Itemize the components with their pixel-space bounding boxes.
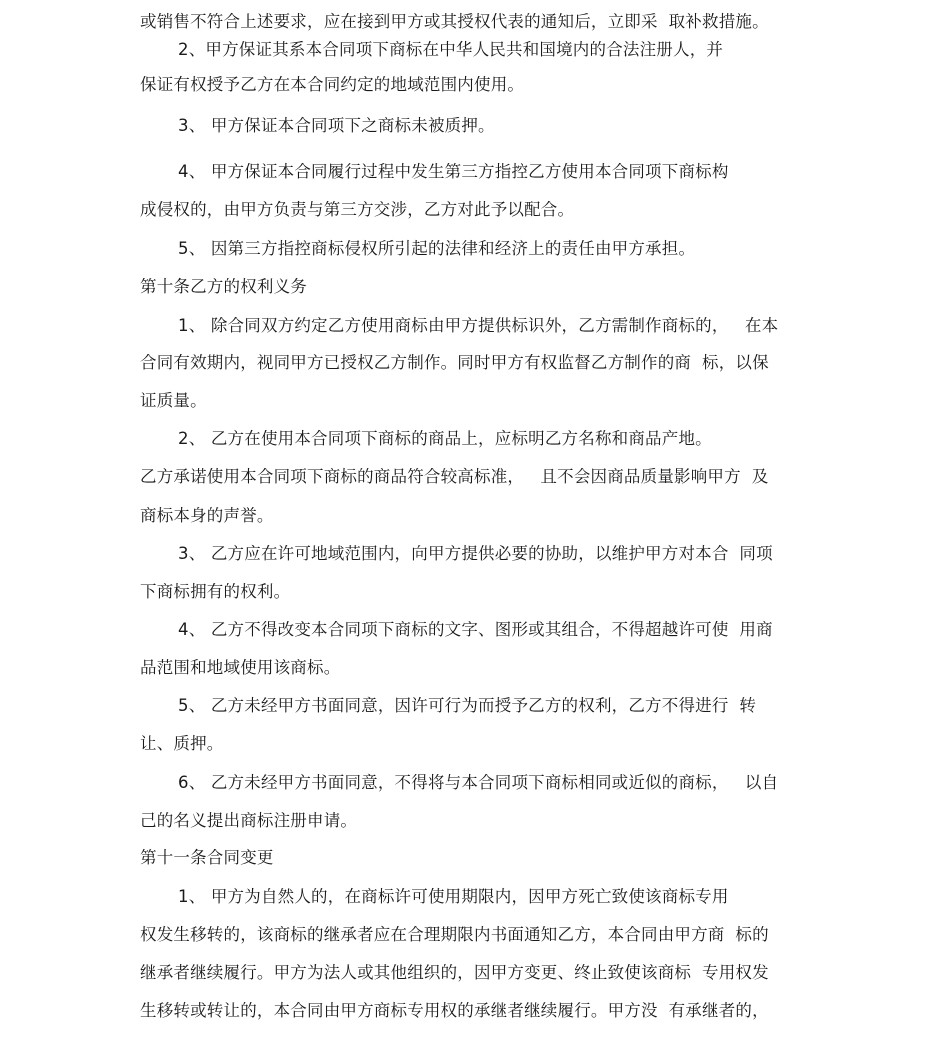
text-line: 继承者继续履行。甲方为法人或其他组织的，因甲方变更、终止致使该商标 专用权发 [140, 963, 769, 982]
text-line: 4、 甲方保证本合同履行过程中发生第三方指控乙方使用本合同项下商标构 [178, 162, 729, 181]
section-heading: 第十条乙方的权利义务 [140, 277, 307, 296]
text-line: 1、 甲方为自然人的，在商标许可使用期限内，因甲方死亡致使该商标专用 [178, 887, 729, 906]
text-line: 商标本身的声誉。 [140, 506, 274, 525]
text-line: 3、 甲方保证本合同项下之商标未被质押。 [178, 116, 495, 135]
text-line: 成侵权的，由甲方负责与第三方交涉，乙方对此予以配合。 [140, 200, 575, 219]
text-line: 保证有权授予乙方在本合同约定的地域范围内使用。 [140, 75, 525, 94]
text-line: 下商标拥有的权利。 [140, 582, 291, 601]
text-line: 1、 除合同双方约定乙方使用商标由甲方提供标识外，乙方需制作商标的， 在本 [178, 316, 779, 335]
text-line: 3、 乙方应在许可地域范围内，向甲方提供必要的协助，以维护甲方对本合 同项 [178, 544, 773, 563]
text-line: 让、质押。 [140, 734, 224, 753]
text-line: 2、甲方保证其系本合同项下商标在中华人民共和国境内的合法注册人，并 [178, 40, 724, 59]
text-line: 2、 乙方在使用本合同项下商标的商品上，应标明乙方名称和商品产地。 [178, 429, 712, 448]
text-line: 5、 乙方未经甲方书面同意，因许可行为而授予乙方的权利，乙方不得进行 转 [178, 696, 757, 715]
text-line: 权发生移转的，该商标的继承者应在合理期限内书面通知乙方，本合同由甲方商 标的 [140, 925, 769, 944]
text-line: 品范围和地域使用该商标。 [140, 658, 341, 677]
text-line: 乙方承诺使用本合同项下商标的商品符合较高标准， 且不会因商品质量影响甲方 及 [140, 467, 769, 486]
text-line: 证质量。 [140, 391, 207, 410]
text-line: 生移转或转让的，本合同由甲方商标专用权的承继者继续履行。甲方没 有承继者的， [140, 1001, 769, 1020]
text-line: 4、 乙方不得改变本合同项下商标的文字、图形或其组合，不得超越许可使 用商 [178, 620, 773, 639]
section-heading: 第十一条合同变更 [140, 848, 274, 867]
text-line: 或销售不符合上述要求，应在接到甲方或其授权代表的通知后，立即采 取补救措施。 [140, 12, 769, 31]
text-line: 6、 乙方未经甲方书面同意，不得将与本合同项下商标相同或近似的商标， 以自 [178, 773, 779, 792]
text-line: 合同有效期内，视同甲方已授权乙方制作。同时甲方有权监督乙方制作的商 标，以保 [140, 353, 769, 372]
text-line: 5、 因第三方指控商标侵权所引起的法律和经济上的责任由甲方承担。 [178, 239, 696, 258]
text-line: 己的名义提出商标注册申请。 [140, 811, 358, 830]
